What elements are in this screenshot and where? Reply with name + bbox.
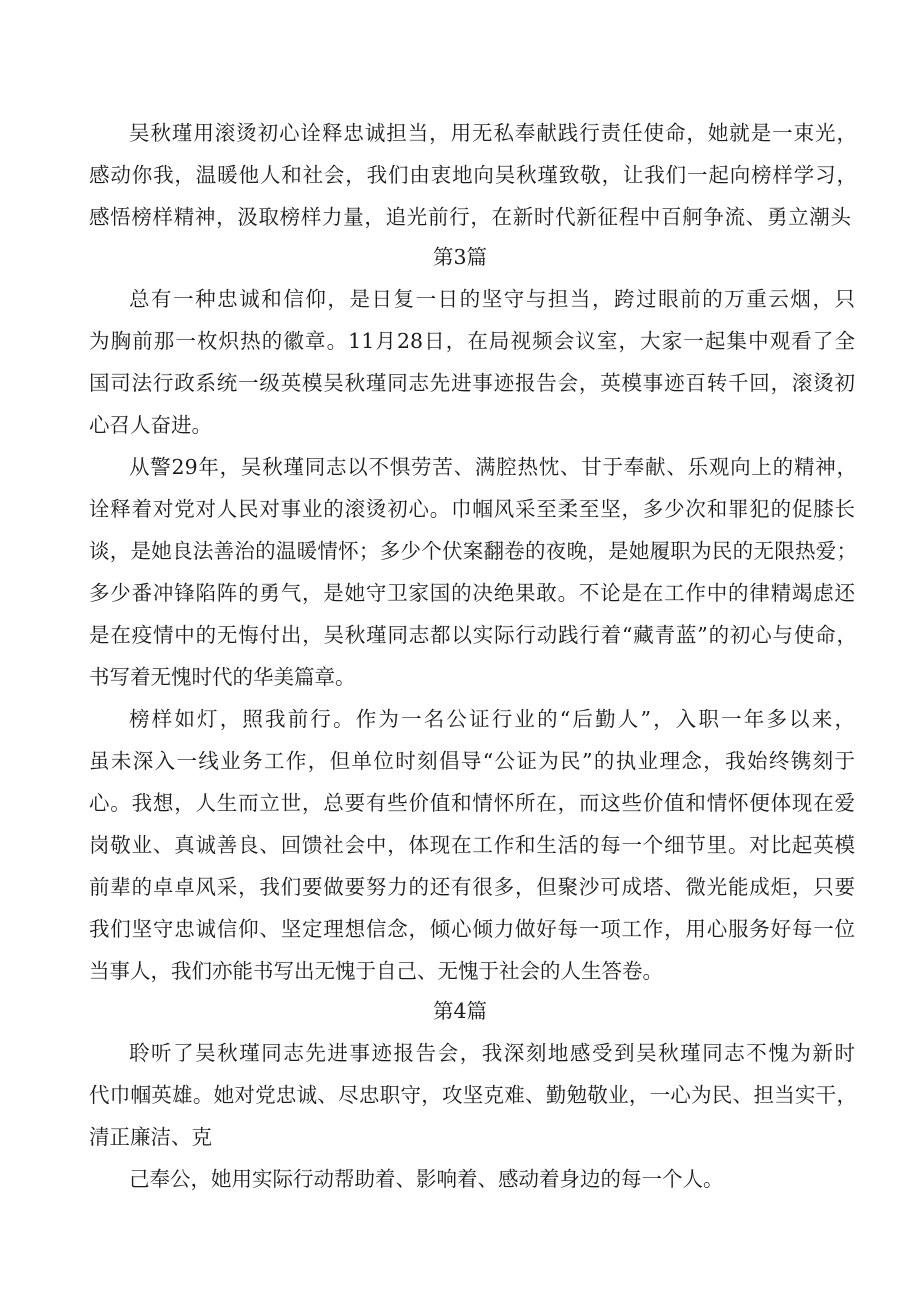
paragraph-line: 岗敬业、真诚善良、回馈社会中，体现在工作和生活的每一个细节里。对比起英模 <box>89 833 855 857</box>
paragraph-line: 虽未深入一线业务工作，但单位时刻倡导“公证为民”的执业理念，我始终镌刻于 <box>89 749 855 773</box>
paragraph-line: 谈，是她良法善治的温暖情怀；多少个伏案翻卷的夜晚，是她履职为民的无限热爱； <box>89 539 857 563</box>
paragraph-line: 总有一种忠诚和信仰，是日复一日的坚守与担当，跨过眼前的万重云烟，只 <box>129 287 855 311</box>
paragraph-line: 是在疫情中的无悔付出，吴秋瑾同志都以实际行动践行着“藏青蓝”的初心与使命， <box>89 623 857 647</box>
paragraph-line: 吴秋瑾用滚烫初心诠释忠诚担当，用无私奉献践行责任使命，她就是一束光， <box>129 121 857 145</box>
paragraph-line: 感动你我，温暖他人和社会，我们由衷地向吴秋瑾致敬，让我们一起向榜样学习， <box>89 163 857 187</box>
paragraph-line: 榜样如灯，照我前行。作为一名公证行业的“后勤人”，入职一年多以来， <box>129 707 855 731</box>
paragraph-line: 代巾帼英雄。她对党忠诚、尽忠职守，攻坚克难、勤勉敬业，一心为民、担当实干， <box>89 1083 857 1107</box>
paragraph-line: 己奉公，她用实际行动帮助着、影响着、感动着身边的每一个人。 <box>129 1167 724 1191</box>
paragraph-line: 我们坚守忠诚信仰、坚定理想信念，倾心倾力做好每一项工作，用心服务好每一位 <box>89 917 855 941</box>
paragraph-line: 从警29年，吴秋瑾同志以不惧劳苦、满腔热忱、甘于奉献、乐观向上的精神， <box>129 455 857 479</box>
paragraph-line: 为胸前那一枚炽热的徽章。11月28日，在局视频会议室，大家一起集中观看了全 <box>89 329 855 353</box>
paragraph-line: 心召人奋进。 <box>89 413 212 437</box>
paragraph-line: 前辈的卓卓风采，我们要做要努力的还有很多，但聚沙可成塔、微光能成炬，只要 <box>89 875 855 899</box>
paragraph-line: 多少番冲锋陷阵的勇气，是她守卫家国的决绝果敢。不论是在工作中的律精竭虑还 <box>89 581 855 605</box>
paragraph-line: 清正廉洁、克 <box>89 1125 212 1149</box>
paragraph-line: 国司法行政系统一级英模吴秋瑾同志先进事迹报告会，英模事迹百转千回，滚烫初 <box>89 371 855 395</box>
section-heading-4: 第4篇 <box>432 999 488 1023</box>
paragraph-line: 聆听了吴秋瑾同志先进事迹报告会，我深刻地感受到吴秋瑾同志不愧为新时 <box>129 1041 855 1065</box>
paragraph-line: 当事人，我们亦能书写出无愧于自己、无愧于社会的人生答卷。 <box>89 959 663 983</box>
section-heading-3: 第3篇 <box>432 245 488 269</box>
paragraph-line: 心。我想，人生而立世，总要有些价值和情怀所在，而这些价值和情怀便体现在爱 <box>89 791 855 815</box>
paragraph-line: 感悟榜样精神，汲取榜样力量，追光前行，在新时代新征程中百舸争流、勇立潮头 <box>89 205 851 229</box>
paragraph-line: 诠释着对党对人民对事业的滚烫初心。巾帼风采至柔至坚，多少次和罪犯的促膝长 <box>89 497 855 521</box>
paragraph-line: 书写着无愧时代的华美篇章。 <box>89 665 356 689</box>
